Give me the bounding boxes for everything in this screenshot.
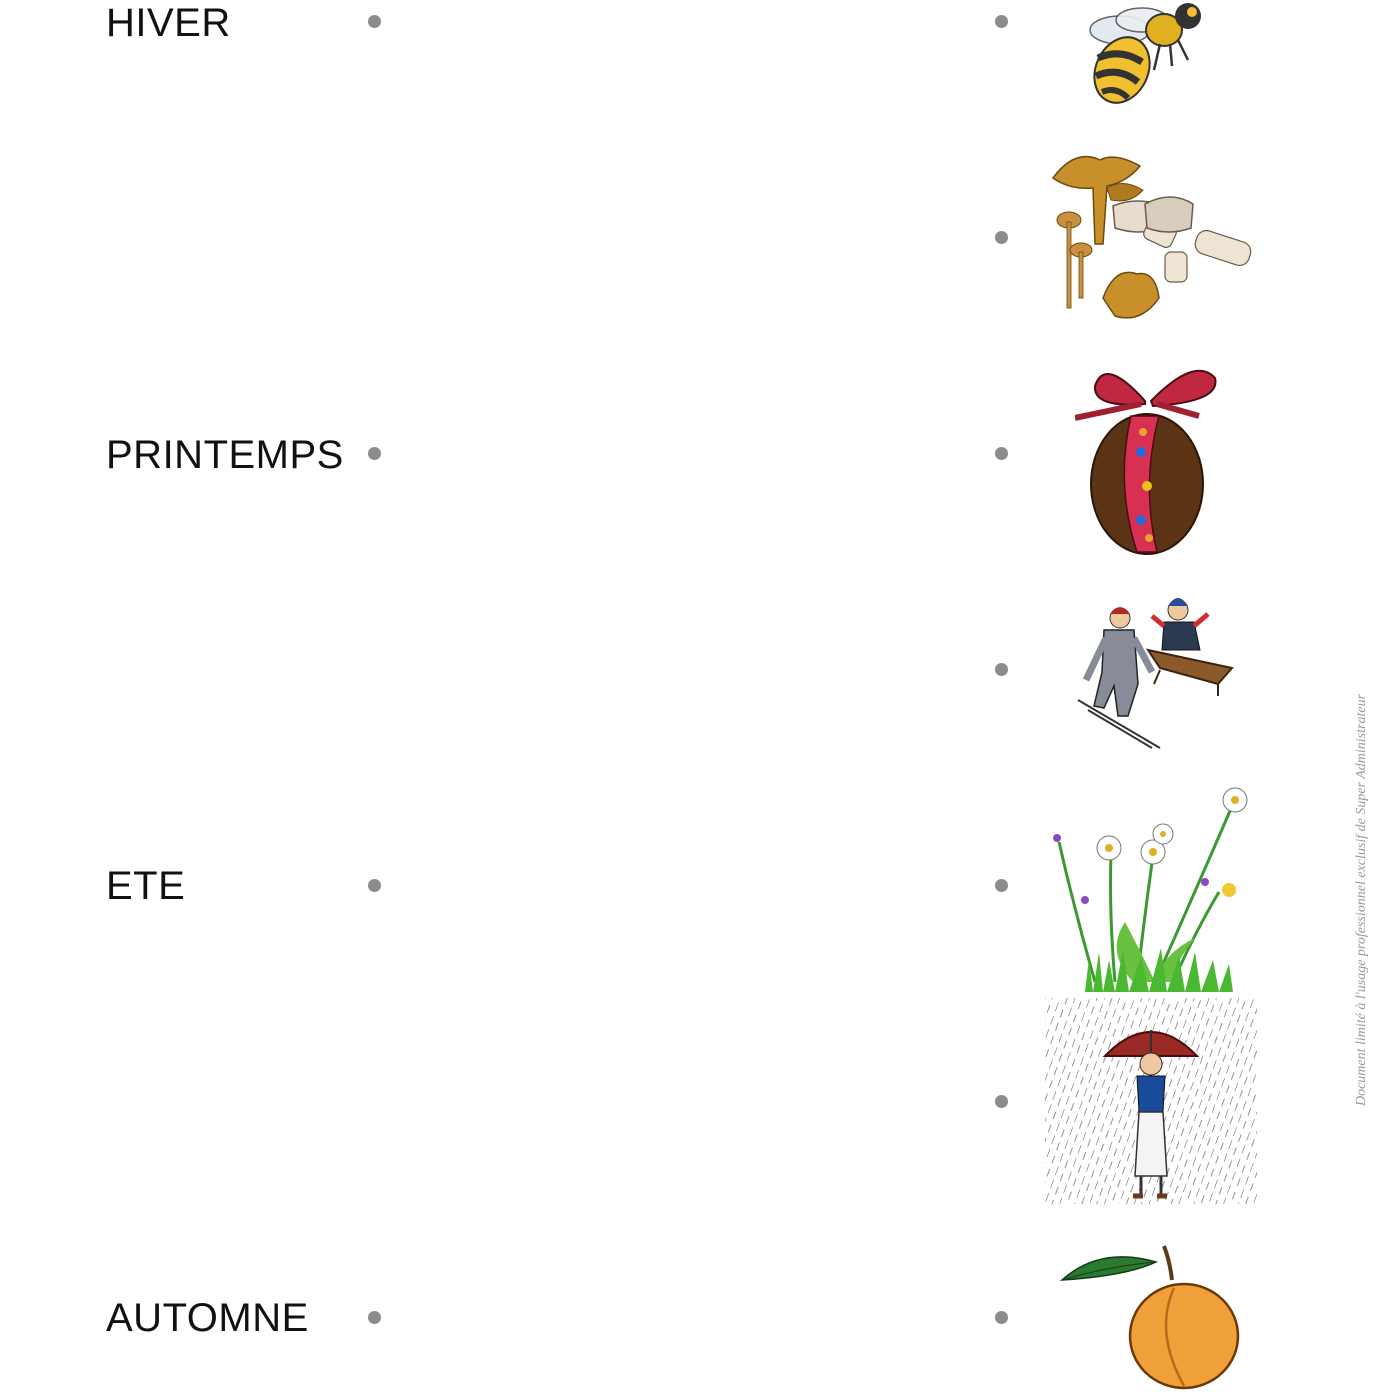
rain-umbrella-icon [1045, 998, 1257, 1204]
right-dot-skiing[interactable] [995, 663, 1008, 676]
flowers-grass-icon [1045, 782, 1255, 994]
left-dot-automne[interactable] [368, 1311, 381, 1324]
left-dot-ete[interactable] [368, 879, 381, 892]
mushrooms-icon [1045, 148, 1255, 328]
season-label-automne: AUTOMNE [106, 1296, 309, 1340]
left-dot-hiver[interactable] [368, 15, 381, 28]
watermark-text: Document limité à l'usage professionnel exclusif de Super Administrateur [1354, 693, 1369, 1107]
season-label-ete: ETE [106, 864, 186, 908]
skiing-sledding-icon [1068, 588, 1238, 753]
right-dot-bee[interactable] [995, 15, 1008, 28]
season-label-hiver: HIVER [106, 1, 231, 45]
easter-egg-icon [1075, 356, 1225, 556]
right-dot-easter-egg[interactable] [995, 447, 1008, 460]
bee-icon [1080, 0, 1210, 110]
right-dot-flowers[interactable] [995, 879, 1008, 892]
apricot-icon [1060, 1240, 1245, 1390]
right-dot-mushrooms[interactable] [995, 231, 1008, 244]
season-label-printemps: PRINTEMPS [106, 433, 344, 477]
right-dot-apricot[interactable] [995, 1311, 1008, 1324]
left-dot-printemps[interactable] [368, 447, 381, 460]
right-dot-rain[interactable] [995, 1095, 1008, 1108]
